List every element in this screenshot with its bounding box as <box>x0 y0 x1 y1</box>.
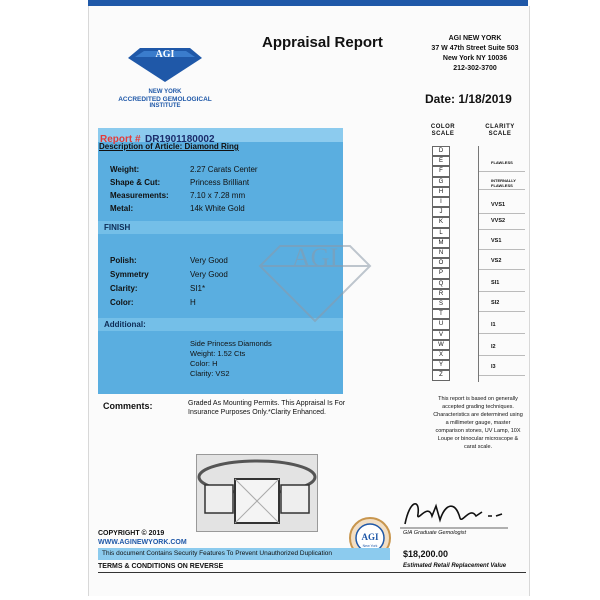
spec-row <box>110 191 340 204</box>
clarity-divider <box>479 189 525 190</box>
finish-value: Very Good <box>190 270 228 279</box>
color-grade-cell: S <box>432 299 450 309</box>
clarity-divider <box>479 311 525 312</box>
logo-line1: NEW YORK <box>148 89 182 95</box>
watermark-text: AGI <box>291 243 339 272</box>
color-grade-cell: Q <box>432 279 450 289</box>
spec-key: Metal: <box>110 204 134 213</box>
additional-item: Side Princess Diamonds <box>190 339 272 348</box>
agi-logo <box>110 44 220 109</box>
gemologist-signature-icon <box>400 494 510 532</box>
color-grade-cell: L <box>432 228 450 238</box>
clarity-grade-label: VS2 <box>491 258 502 264</box>
company-name: AGI NEW YORK <box>448 35 502 42</box>
phone: 212-302-3700 <box>453 65 497 72</box>
clarity-divider <box>479 333 525 334</box>
clarity-divider <box>479 171 525 172</box>
ring-photo <box>196 454 318 532</box>
color-grade-cell: E <box>432 156 450 166</box>
comments-label: Comments: <box>103 401 153 411</box>
clarity-divider <box>479 229 525 230</box>
color-grade-cell: D <box>432 146 450 156</box>
spec-row <box>110 178 340 191</box>
value-label: Estimated Retail Replacement Value <box>403 563 507 569</box>
color-grade-cell: H <box>432 187 450 197</box>
color-grade-cell: W <box>432 340 450 350</box>
finish-value: Very Good <box>190 256 228 265</box>
date-value: 1/18/2019 <box>458 92 512 106</box>
diamond-logo-icon <box>110 44 220 84</box>
logo-acronym: AGI <box>155 49 175 60</box>
color-scale <box>432 146 452 382</box>
spec-value: 7.10 x 7.28 mm <box>190 191 246 200</box>
clarity-divider <box>479 291 525 292</box>
color-grade-cell: V <box>432 330 450 340</box>
spec-value: 2.27 Carats Center <box>190 165 258 174</box>
color-grade-cell: P <box>432 268 450 278</box>
finish-heading: FINISH <box>104 223 131 232</box>
clarity-grade-label: SI2 <box>491 300 500 306</box>
clarity-grade-label: I2 <box>491 344 496 350</box>
color-grade-cell: M <box>432 238 450 248</box>
color-grade-cell: U <box>432 319 450 329</box>
copyright-block <box>98 529 187 547</box>
color-grade-cell: X <box>432 350 450 360</box>
company-address <box>420 34 530 74</box>
finish-key: Color: <box>110 298 134 307</box>
spec-value: 14k White Gold <box>190 204 245 213</box>
color-grade-cell: K <box>432 217 450 227</box>
seal-text: AGI <box>361 532 379 542</box>
comments-text: Graded As Mounting Permits. This Appraisal Is For Insurance Purposes Only.*Clarity Enhanced. <box>188 400 346 416</box>
clarity-divider <box>479 375 525 376</box>
seal-sub: New York <box>362 544 378 548</box>
additional-item: Color: H <box>190 359 218 368</box>
date-label: Date: <box>425 92 456 106</box>
finish-value: H <box>190 298 196 307</box>
clarity-grade-label: VVS1 <box>491 202 506 208</box>
grading-note: This report is based on generally accepted grading techniques. Characteristics are determined using a millimeter gauge, master comparison stones, UV Lamp, 10X Loupe or binocular microscope & carat scale. <box>433 396 523 450</box>
copyright-text: COPYRIGHT © 2019 <box>98 530 165 537</box>
report-id: DR1901180002 <box>145 134 215 145</box>
clarity-grade-label: I3 <box>491 364 496 370</box>
spec-row <box>110 204 340 217</box>
clarity-grade-label: SI1 <box>491 280 500 286</box>
color-grade-cell: Z <box>432 370 450 380</box>
spec-key: Weight: <box>110 165 140 174</box>
finish-band <box>98 221 343 234</box>
footer-divider <box>98 572 526 573</box>
clarity-divider <box>479 249 525 250</box>
clarity-divider <box>479 213 525 214</box>
clarity-divider <box>479 269 525 270</box>
clarity-grade-label: VS1 <box>491 238 502 244</box>
clarity-scale-heading: CLARITY SCALE <box>485 124 515 137</box>
color-grade-cell: G <box>432 177 450 187</box>
report-date <box>425 92 512 106</box>
gemologist-label: GIA Graduate Gemologist <box>403 530 467 536</box>
clarity-scale <box>478 146 525 382</box>
color-grade-cell: T <box>432 309 450 319</box>
finish-key: Clarity: <box>110 284 138 293</box>
report-label: Report # <box>100 134 141 145</box>
appraised-value: $18,200.00 <box>403 549 449 559</box>
address-line1: 37 W 47th Street Suite 503 <box>431 45 519 52</box>
clarity-divider <box>479 355 525 356</box>
logo-line3: INSTITUTE <box>149 103 181 109</box>
color-scale-heading: COLOR SCALE <box>430 124 456 137</box>
additional-item: Clarity: VS2 <box>190 369 230 378</box>
additional-heading: Additional: <box>104 320 146 329</box>
additional-list <box>190 339 272 379</box>
color-grade-cell: J <box>432 207 450 217</box>
finish-key: Symmetry <box>110 270 149 279</box>
clarity-grade-label: I1 <box>491 322 496 328</box>
color-grade-cell: N <box>432 248 450 258</box>
logo-line2: ACCREDITED GEMOLOGICAL <box>118 96 212 103</box>
color-grade-cell: I <box>432 197 450 207</box>
clarity-grade-label: VVS2 <box>491 218 506 224</box>
security-notice: This document Contains Security Features To Prevent Unauthorized Duplication <box>98 548 390 560</box>
spec-key: Measurements: <box>110 191 169 200</box>
website-link[interactable]: WWW.AGINEWYORK.COM <box>98 539 187 546</box>
agi-watermark-icon <box>250 236 380 326</box>
clarity-grade-label: FLAWLESS <box>491 160 513 165</box>
color-grade-cell: O <box>432 258 450 268</box>
ring-image-icon <box>197 455 317 531</box>
additional-item: Weight: 1.52 Cts <box>190 349 246 358</box>
terms-link[interactable]: TERMS & CONDITIONS ON REVERSE <box>98 563 224 570</box>
spec-value: Princess Brilliant <box>190 178 250 187</box>
spec-key: Shape & Cut: <box>110 178 161 187</box>
article-description: Description of Article: Diamond Ring <box>99 142 239 151</box>
clarity-grade-label: INTERNALLY FLAWLESS <box>491 178 516 188</box>
page-title: Appraisal Report <box>262 34 383 51</box>
color-grade-cell: R <box>432 289 450 299</box>
finish-value: SI1* <box>190 284 206 293</box>
color-grade-cell: F <box>432 166 450 176</box>
spec-row <box>110 165 340 178</box>
address-line2: New York NY 10036 <box>442 55 508 62</box>
finish-key: Polish: <box>110 256 137 265</box>
color-grade-cell: Y <box>432 360 450 370</box>
